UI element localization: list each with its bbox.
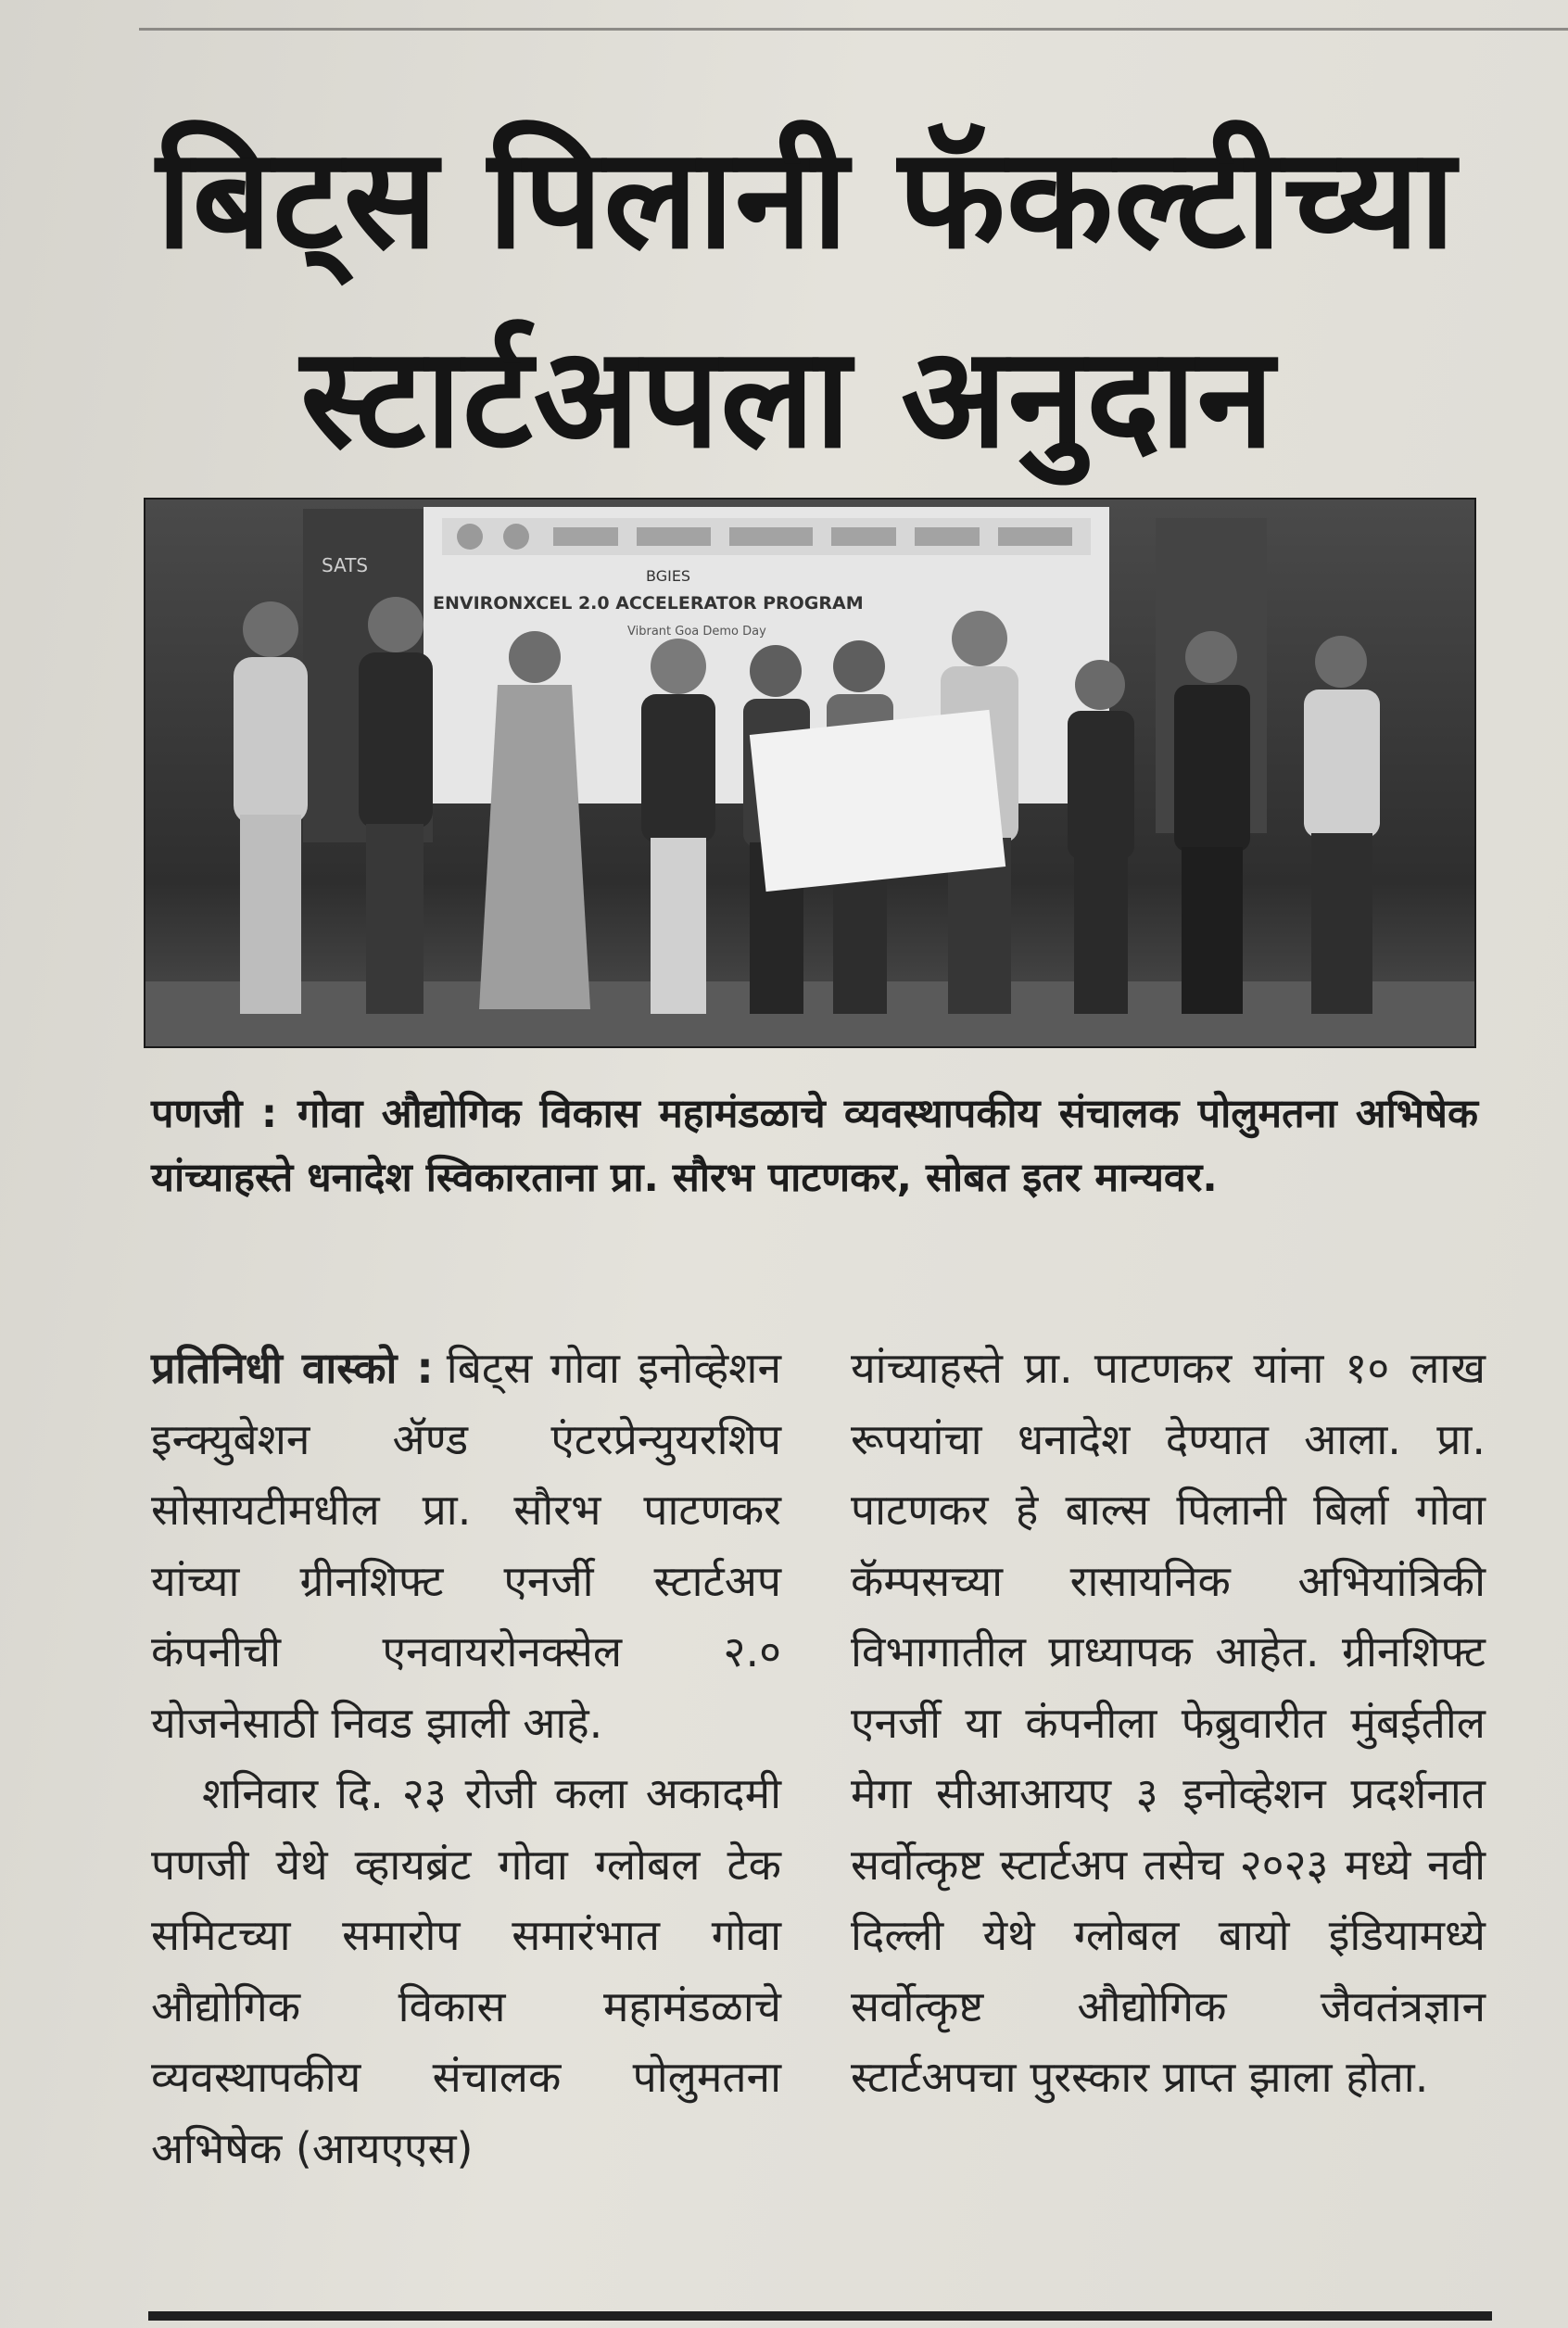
article-column-right (851, 1333, 1486, 2113)
photo-caption (151, 1082, 1478, 1210)
banner-title: BGIES (646, 567, 691, 585)
person-9 (1174, 631, 1250, 1014)
banner-logo-6 (831, 527, 896, 546)
banner-logo-5 (729, 527, 813, 546)
bottom-rule (148, 2311, 1492, 2321)
article-paragraph-3: यांच्याहस्ते प्रा. पाटणकर यांना १० लाख रूपयांचा धनादेश देण्यात आला. प्रा. पाटणकर हे बाल्स पिलानी बिर्ला गोवा कॅम्पसच्या रासायनिक अभियांत्रिकी विभागातील प्राध्यापक आहेत. ग्रीनशिफ्ट एनर्जी या कंपनीला फेब्रुवारीत मुंबईतील मेगा सीआआयए ३ इनोव्हेशन प्रदर्शनात सर्वोत्कृष्ट स्टार्टअप तसेच २०२३ मध्ये नवी दिल्ली येथे ग्लोबल बायो इंडियामध्ये सर्वोत्कृष्ट औद्योगिक जैवतंत्रज्ञान स्टार्टअपचा पुरस्कार प्राप्त झाला होता. (851, 1343, 1486, 2102)
banner-logo-2 (503, 524, 529, 550)
stage-floor (145, 981, 1474, 1046)
person-8 (1068, 660, 1134, 1014)
article-column-left (151, 1333, 781, 2183)
article-byline: प्रतिनिधी वास्को : (151, 1343, 434, 1393)
news-photo (144, 498, 1476, 1048)
article-paragraph-1 (151, 1333, 781, 1758)
banner-logo-8 (998, 527, 1072, 546)
headline-line-1: बिट्स पिलानी फॅकल्टीच्या (156, 119, 1457, 280)
article-paragraph-2: शनिवार दि. २३ रोजी कला अकादमी पणजी येथे व्हायब्रंट गोवा ग्लोबल टेक समिटच्या समारोप समारंभात गोवा औद्योगिक विकास महामंडळाचे व्यवस्थापकीय संचालक पोलुमतना अभिषेक (आयएएस) (151, 1768, 781, 2173)
top-rule (139, 28, 1568, 31)
banner-logo-7 (915, 527, 980, 546)
event-photo-illustration (145, 500, 1474, 1046)
banner-logo-3 (553, 527, 618, 546)
person-10 (1304, 636, 1380, 1014)
banner-line-3: Vibrant Goa Demo Day (627, 625, 766, 639)
side-logo-text: SATS (322, 554, 369, 576)
caption-text: गोवा औद्योगिक विकास महामंडळाचे व्यवस्थापकीय संचालक पोलुमतना अभिषेक यांच्याहस्ते धनादेश स्विकारताना प्रा. सौरभ पाटणकर, सोबत इतर मान्यवर. (151, 1091, 1478, 1201)
cheque-board (750, 710, 1005, 892)
article-paragraph-1-text: बिट्स गोवा इनोव्हेशन इन्क्युबेशन ॲण्ड एंटरप्रेन्युयरशिप सोसायटीमधील प्रा. सौरभ पाटणकर यांच्या ग्रीनशिफ्ट एनर्जी स्टार्टअप कंपनीची एनवायरोनक्सेल २.० योजनेसाठी निवड झाली आहे. (151, 1343, 781, 1748)
person-4 (641, 639, 715, 1014)
person-1 (234, 601, 308, 1014)
caption-place: पणजी : (151, 1091, 278, 1137)
banner-logo-4 (637, 527, 711, 546)
banner-subtitle: ENVIRONXCEL 2.0 ACCELERATOR PROGRAM (433, 593, 864, 614)
banner-logo-1 (457, 524, 483, 550)
person-2 (359, 597, 433, 1014)
headline-line-2: स्टार्टअपला अनुदान (300, 318, 1275, 479)
